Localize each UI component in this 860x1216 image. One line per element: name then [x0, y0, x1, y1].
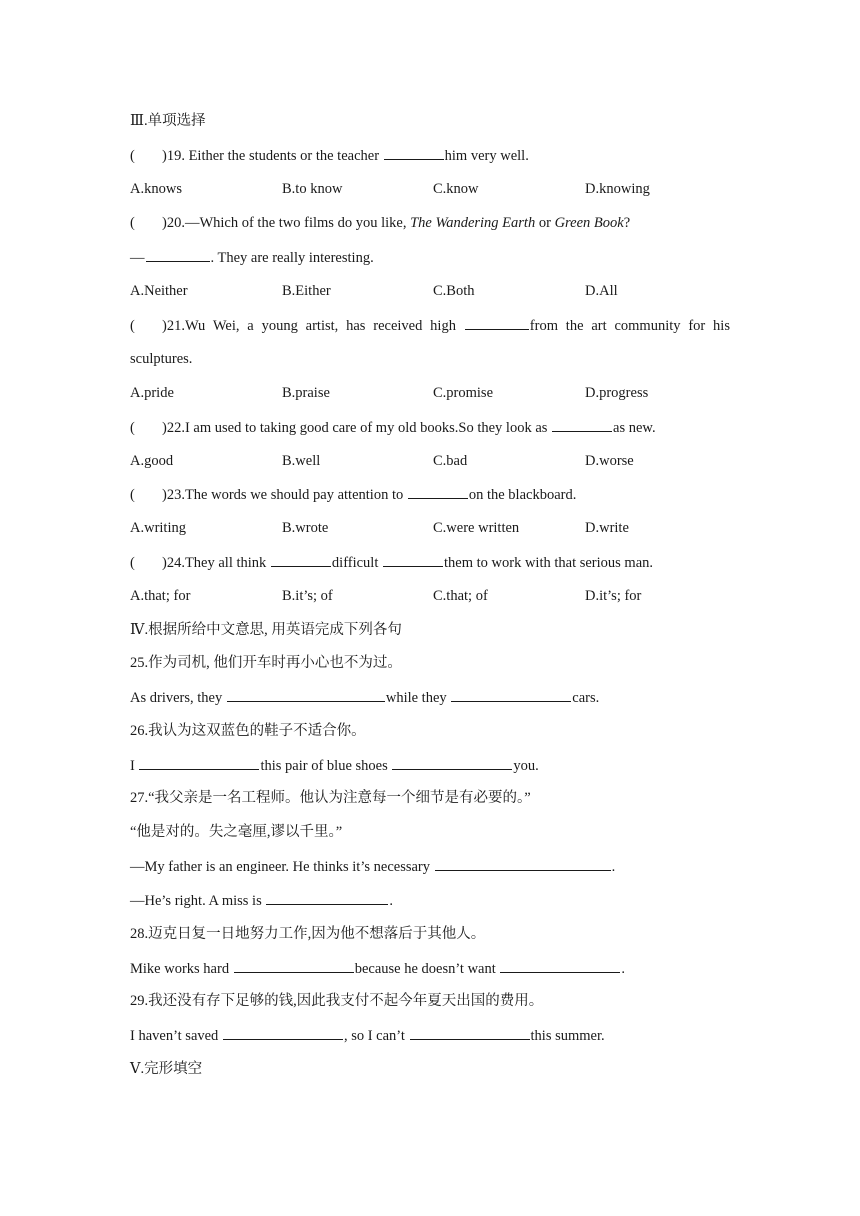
- options-21: [130, 384, 730, 402]
- sentence-text-mid: this pair of blue shoes: [260, 758, 388, 774]
- question-19: [130, 146, 529, 165]
- sentence-text-end: cars.: [572, 690, 600, 706]
- question-text: )24.They all think: [162, 555, 267, 571]
- sentence-end: .: [611, 859, 616, 875]
- question-20: [130, 214, 630, 232]
- answer-blank-1[interactable]: [223, 1026, 343, 1040]
- option-c[interactable]: C.were written: [433, 520, 520, 536]
- answer-blank-2[interactable]: [392, 756, 512, 770]
- option-c[interactable]: C.promise: [433, 385, 494, 401]
- sentence-end: .: [389, 893, 393, 909]
- answer-blank-2[interactable]: [451, 688, 571, 702]
- sentence-text-end: you.: [513, 758, 539, 774]
- answer-paren[interactable]: (: [130, 318, 135, 334]
- question-mark: ?: [623, 215, 631, 231]
- question-27-chinese-2: “他是对的。失之毫厘,谬以千里。”: [130, 824, 343, 840]
- question-25-chinese: 25.作为司机, 他们开车时再小心也不为过。: [130, 655, 402, 671]
- option-d[interactable]: D.All: [585, 283, 618, 299]
- section-heading-5: Ⅴ.完形填空: [130, 1061, 203, 1077]
- question-text: )19. Either the students or the teacher: [162, 148, 380, 164]
- option-b[interactable]: B.wrote: [282, 520, 329, 536]
- answer-blank-1[interactable]: [227, 688, 385, 702]
- answer-blank-2[interactable]: [383, 553, 443, 567]
- answer-blank-2[interactable]: [500, 959, 620, 973]
- option-a[interactable]: A.Neither: [130, 283, 188, 299]
- question-text-end: him very well.: [444, 148, 529, 164]
- option-c[interactable]: C.know: [433, 181, 479, 197]
- question-text-mid: difficult: [331, 555, 379, 571]
- option-a[interactable]: A.good: [130, 453, 174, 469]
- section-heading-3: Ⅲ.单项选择: [130, 113, 206, 129]
- sentence-text: I haven’t saved: [130, 1028, 219, 1044]
- film-title-2: Green Book: [554, 215, 624, 231]
- answer-blank[interactable]: [384, 146, 444, 160]
- answer-blank-1[interactable]: [435, 857, 611, 871]
- sentence-text: Mike works hard: [130, 961, 230, 977]
- question-22: [130, 418, 656, 437]
- answer-blank[interactable]: [465, 316, 529, 330]
- options-19: [130, 180, 730, 198]
- question-text: )21.Wu Wei, a young artist, has received high: [162, 318, 456, 334]
- option-c[interactable]: C.bad: [433, 453, 468, 469]
- option-b[interactable]: B.well: [282, 453, 321, 469]
- question-21: [130, 316, 730, 353]
- option-a[interactable]: A.that; for: [130, 588, 191, 604]
- option-d[interactable]: D.worse: [585, 453, 634, 469]
- option-b[interactable]: B.praise: [282, 385, 330, 401]
- question-text-end: them to work with that serious man.: [444, 555, 654, 571]
- question-24: [130, 553, 653, 572]
- answer-paren[interactable]: (: [130, 420, 135, 436]
- answer-blank[interactable]: [552, 418, 612, 432]
- section-heading-4: Ⅳ.根据所给中文意思, 用英语完成下列各句: [130, 622, 402, 638]
- question-text-end: from the art community for his: [529, 318, 730, 334]
- question-27-line-1: [130, 857, 615, 876]
- question-26-chinese: 26.我认为这双蓝色的鞋子不适合你。: [130, 723, 366, 739]
- sentence-text: I: [130, 758, 135, 774]
- option-d[interactable]: D.write: [585, 520, 629, 536]
- answer-blank-1[interactable]: [234, 959, 354, 973]
- sentence-text-end: .: [621, 961, 626, 977]
- sentence-text-end: this summer.: [530, 1028, 605, 1044]
- question-text-or: or: [538, 215, 551, 231]
- answer-paren[interactable]: (: [130, 148, 135, 164]
- options-23: [130, 519, 730, 537]
- option-a[interactable]: A.knows: [130, 181, 182, 197]
- question-28-chinese: 28.迈克日复一日地努力工作,因为他不想落后于其他人。: [130, 926, 486, 942]
- option-d[interactable]: D.it’s; for: [585, 588, 642, 604]
- film-title-1: The Wandering Earth: [410, 215, 536, 231]
- question-29: [130, 1026, 605, 1045]
- question-text-end: as new.: [613, 420, 656, 436]
- option-b[interactable]: B.Either: [282, 283, 331, 299]
- answer-blank-2[interactable]: [266, 891, 388, 905]
- option-b[interactable]: B.to know: [282, 181, 343, 197]
- sentence-text: As drivers, they: [130, 690, 223, 706]
- answer-blank-1[interactable]: [271, 553, 331, 567]
- sentence-text: —He’s right. A miss is: [130, 893, 262, 909]
- answer-blank-1[interactable]: [139, 756, 259, 770]
- answer-paren[interactable]: (: [130, 215, 135, 231]
- question-20-reply: [130, 248, 374, 267]
- question-23: [130, 485, 576, 504]
- question-25: [130, 688, 599, 707]
- question-text: )20.—Which of the two films do you like,: [162, 215, 407, 231]
- answer-blank[interactable]: [408, 485, 468, 499]
- options-24: [130, 587, 730, 605]
- option-c[interactable]: C.Both: [433, 283, 475, 299]
- options-22: [130, 452, 730, 470]
- option-b[interactable]: B.it’s; of: [282, 588, 333, 604]
- option-a[interactable]: A.pride: [130, 385, 174, 401]
- answer-blank-2[interactable]: [410, 1026, 530, 1040]
- answer-blank[interactable]: [146, 248, 210, 262]
- question-21-continued: sculptures.: [130, 351, 193, 367]
- reply-dash: —: [130, 250, 145, 266]
- question-26: [130, 756, 539, 775]
- reply-text: . They are really interesting.: [210, 250, 374, 266]
- question-text: )23.The words we should pay attention to: [162, 487, 404, 503]
- question-text-end: on the blackboard.: [468, 487, 577, 503]
- sentence-text: —My father is an engineer. He thinks it’s necessary: [130, 859, 430, 875]
- sentence-text-mid: while they: [385, 690, 447, 706]
- question-text: )22.I am used to taking good care of my old books.So they look as: [162, 420, 548, 436]
- option-d[interactable]: D.progress: [585, 385, 649, 401]
- sentence-text-mid: because he doesn’t want: [354, 961, 496, 977]
- question-29-chinese: 29.我还没有存下足够的钱,因此我支付不起今年夏天出国的费用。: [130, 993, 544, 1009]
- question-27-chinese: 27.“我父亲是一名工程师。他认为注意每一个细节是有必要的。”: [130, 790, 531, 806]
- options-20: [130, 282, 730, 300]
- question-27-line-2: [130, 891, 393, 910]
- answer-paren[interactable]: (: [130, 487, 135, 503]
- sentence-text-mid: , so I can’t: [343, 1028, 405, 1044]
- option-c[interactable]: C.that; of: [433, 588, 488, 604]
- option-d[interactable]: D.knowing: [585, 181, 650, 197]
- answer-paren[interactable]: (: [130, 555, 135, 571]
- question-28: [130, 959, 625, 978]
- option-a[interactable]: A.writing: [130, 520, 186, 536]
